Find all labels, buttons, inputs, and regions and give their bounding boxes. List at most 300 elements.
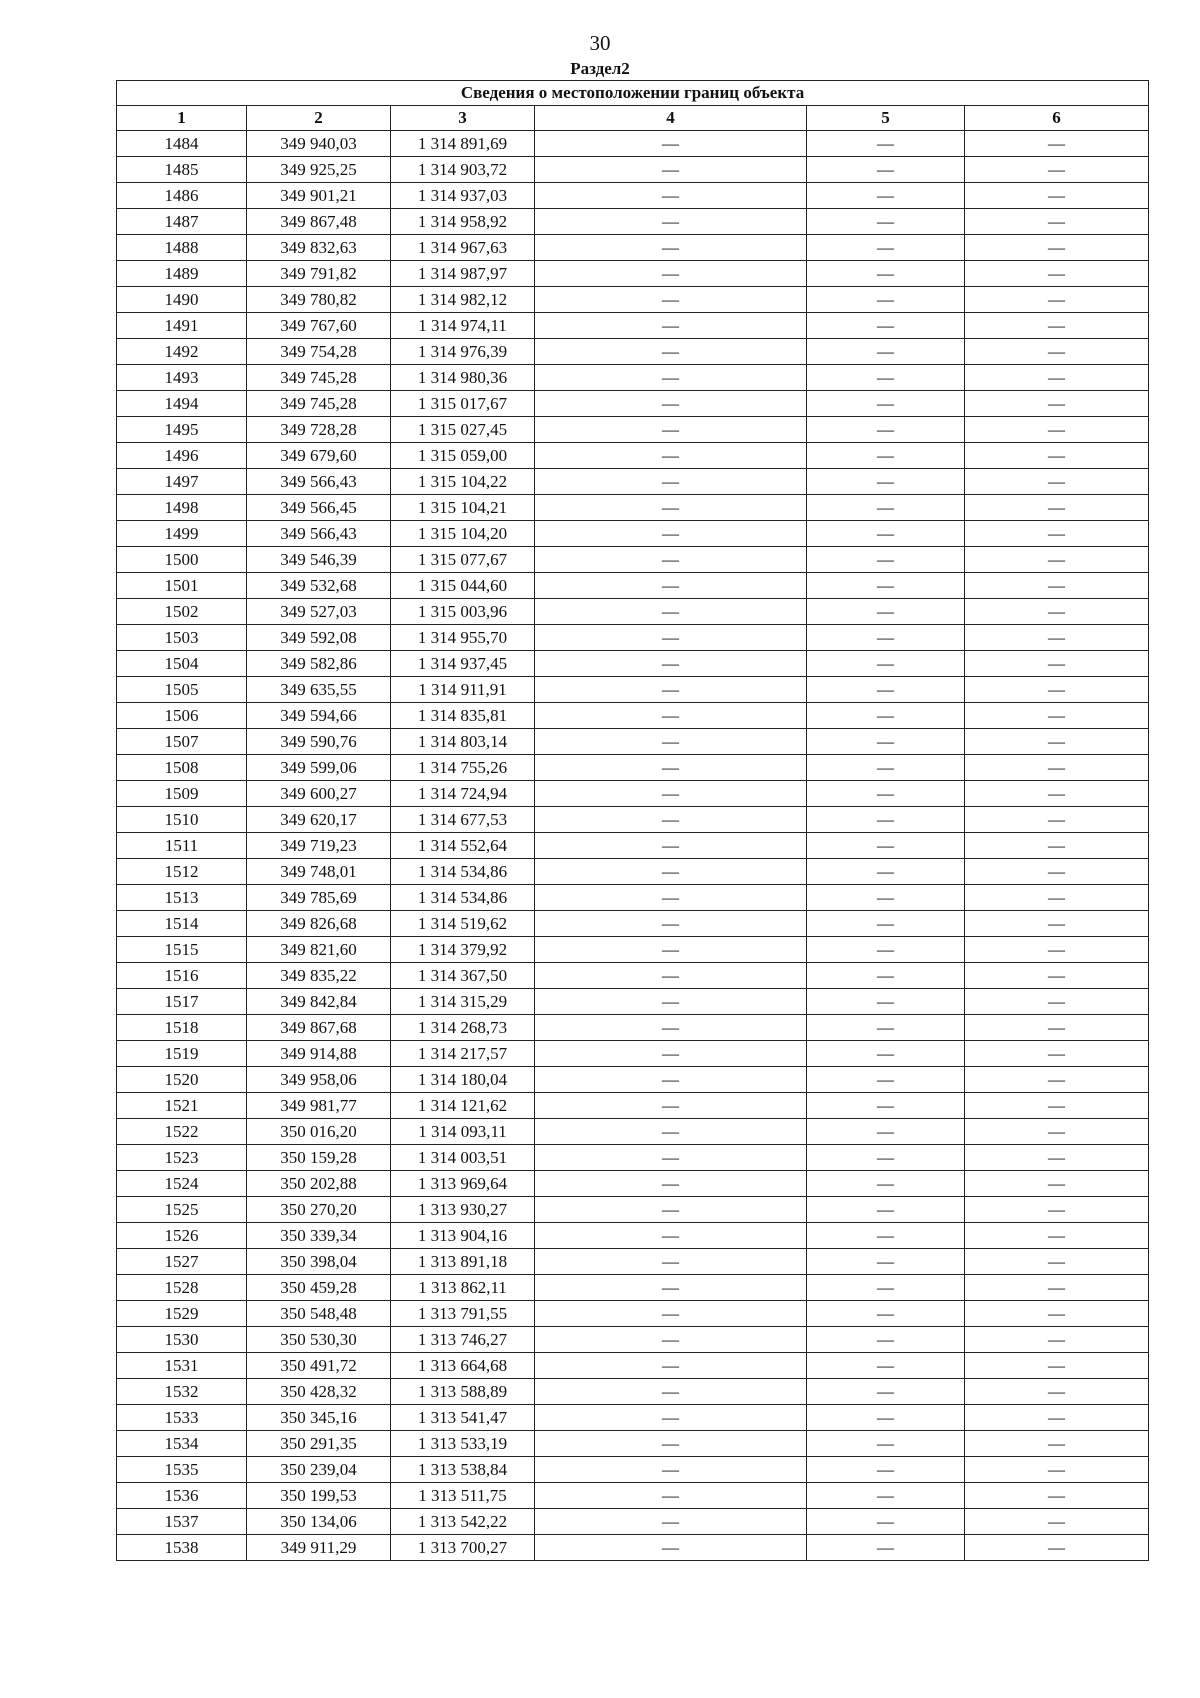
column-4-value: —	[535, 703, 807, 729]
coordinate-y: 1 314 974,11	[391, 313, 535, 339]
coordinate-x: 349 582,86	[247, 651, 391, 677]
coordinate-x: 349 821,60	[247, 937, 391, 963]
coordinate-y: 1 315 017,67	[391, 391, 535, 417]
coordinate-y: 1 314 755,26	[391, 755, 535, 781]
point-number: 1526	[117, 1223, 247, 1249]
table-row	[117, 937, 1149, 963]
coordinate-x: 349 527,03	[247, 599, 391, 625]
coordinate-x: 349 745,28	[247, 365, 391, 391]
column-6-value: —	[965, 989, 1149, 1015]
point-number: 1524	[117, 1171, 247, 1197]
table-row	[117, 1353, 1149, 1379]
table-row	[117, 1249, 1149, 1275]
column-5-value: —	[807, 1327, 965, 1353]
coordinate-x: 350 491,72	[247, 1353, 391, 1379]
table-row	[117, 261, 1149, 287]
column-4-value: —	[535, 1431, 807, 1457]
point-number: 1527	[117, 1249, 247, 1275]
coordinate-x: 349 590,76	[247, 729, 391, 755]
coordinate-y: 1 313 904,16	[391, 1223, 535, 1249]
coordinate-x: 349 867,48	[247, 209, 391, 235]
column-6-value: —	[965, 313, 1149, 339]
coordinate-y: 1 315 059,00	[391, 443, 535, 469]
coordinate-x: 349 826,68	[247, 911, 391, 937]
column-4-value: —	[535, 1197, 807, 1223]
column-4-value: —	[535, 651, 807, 677]
table-row	[117, 807, 1149, 833]
column-6-value: —	[965, 391, 1149, 417]
column-6-value: —	[965, 859, 1149, 885]
point-number: 1531	[117, 1353, 247, 1379]
column-5-value: —	[807, 313, 965, 339]
point-number: 1525	[117, 1197, 247, 1223]
section-title: Раздел2	[570, 59, 630, 78]
coordinate-x: 349 719,23	[247, 833, 391, 859]
point-number: 1490	[117, 287, 247, 313]
column-5-value: —	[807, 937, 965, 963]
coordinate-y: 1 315 044,60	[391, 573, 535, 599]
coordinate-x: 349 592,08	[247, 625, 391, 651]
point-number: 1535	[117, 1457, 247, 1483]
table-row	[117, 781, 1149, 807]
coordinate-y: 1 314 958,92	[391, 209, 535, 235]
point-number: 1491	[117, 313, 247, 339]
column-4-value: —	[535, 885, 807, 911]
column-6-value: —	[965, 885, 1149, 911]
column-5-value: —	[807, 209, 965, 235]
column-4-value: —	[535, 833, 807, 859]
point-number: 1507	[117, 729, 247, 755]
column-4-value: —	[535, 1353, 807, 1379]
column-4-value: —	[535, 859, 807, 885]
point-number: 1519	[117, 1041, 247, 1067]
table-row	[117, 1093, 1149, 1119]
table-row	[117, 521, 1149, 547]
column-4-value: —	[535, 365, 807, 391]
coordinate-y: 1 314 315,29	[391, 989, 535, 1015]
column-6-value: —	[965, 157, 1149, 183]
column-4-value: —	[535, 963, 807, 989]
column-5-value: —	[807, 1301, 965, 1327]
coordinate-x: 349 566,45	[247, 495, 391, 521]
coordinate-x: 350 239,04	[247, 1457, 391, 1483]
coordinate-x: 349 832,63	[247, 235, 391, 261]
column-4-value: —	[535, 1015, 807, 1041]
table-row	[117, 885, 1149, 911]
coordinate-x: 350 134,06	[247, 1509, 391, 1535]
coordinate-x: 350 199,53	[247, 1483, 391, 1509]
table-row	[117, 859, 1149, 885]
coordinate-y: 1 313 862,11	[391, 1275, 535, 1301]
column-4-value: —	[535, 235, 807, 261]
column-4-value: —	[535, 183, 807, 209]
table-row	[117, 209, 1149, 235]
coordinate-y: 1 314 217,57	[391, 1041, 535, 1067]
column-5-value: —	[807, 391, 965, 417]
point-number: 1512	[117, 859, 247, 885]
point-number: 1498	[117, 495, 247, 521]
column-4-value: —	[535, 1145, 807, 1171]
column-header-2: 2	[247, 106, 391, 131]
coordinate-x: 349 911,29	[247, 1535, 391, 1561]
column-6-value: —	[965, 469, 1149, 495]
coordinates-table	[116, 80, 1149, 1561]
coordinate-x: 349 842,84	[247, 989, 391, 1015]
coordinate-x: 350 398,04	[247, 1249, 391, 1275]
column-4-value: —	[535, 1041, 807, 1067]
table-row	[117, 443, 1149, 469]
coordinate-x: 350 159,28	[247, 1145, 391, 1171]
column-4-value: —	[535, 937, 807, 963]
column-4-value: —	[535, 1405, 807, 1431]
table-row	[117, 729, 1149, 755]
column-header-3: 3	[391, 106, 535, 131]
column-5-value: —	[807, 1457, 965, 1483]
column-4-value: —	[535, 209, 807, 235]
column-6-value: —	[965, 1119, 1149, 1145]
coordinate-x: 349 901,21	[247, 183, 391, 209]
coordinate-x: 349 835,22	[247, 963, 391, 989]
table-row	[117, 625, 1149, 651]
column-number-row	[117, 106, 1149, 131]
column-6-value: —	[965, 1145, 1149, 1171]
point-number: 1499	[117, 521, 247, 547]
coordinate-x: 349 679,60	[247, 443, 391, 469]
point-number: 1516	[117, 963, 247, 989]
coordinate-x: 350 270,20	[247, 1197, 391, 1223]
column-5-value: —	[807, 183, 965, 209]
coordinate-y: 1 314 911,91	[391, 677, 535, 703]
column-6-value: —	[965, 339, 1149, 365]
point-number: 1520	[117, 1067, 247, 1093]
coordinate-y: 1 314 976,39	[391, 339, 535, 365]
coordinate-x: 350 459,28	[247, 1275, 391, 1301]
column-5-value: —	[807, 1119, 965, 1145]
coordinate-y: 1 314 937,45	[391, 651, 535, 677]
point-number: 1505	[117, 677, 247, 703]
coordinate-x: 350 345,16	[247, 1405, 391, 1431]
coordinate-x: 349 566,43	[247, 469, 391, 495]
column-4-value: —	[535, 807, 807, 833]
column-6-value: —	[965, 1249, 1149, 1275]
coordinate-x: 349 754,28	[247, 339, 391, 365]
column-4-value: —	[535, 261, 807, 287]
point-number: 1489	[117, 261, 247, 287]
column-4-value: —	[535, 1119, 807, 1145]
column-5-value: —	[807, 469, 965, 495]
coordinate-x: 349 566,43	[247, 521, 391, 547]
table-caption-row	[117, 81, 1149, 106]
column-6-value: —	[965, 703, 1149, 729]
table-row	[117, 911, 1149, 937]
coordinate-y: 1 315 104,20	[391, 521, 535, 547]
column-6-value: —	[965, 417, 1149, 443]
column-5-value: —	[807, 1145, 965, 1171]
table-row	[117, 183, 1149, 209]
column-5-value: —	[807, 1249, 965, 1275]
column-6-value: —	[965, 235, 1149, 261]
coordinate-x: 349 600,27	[247, 781, 391, 807]
column-4-value: —	[535, 1509, 807, 1535]
column-5-value: —	[807, 911, 965, 937]
column-5-value: —	[807, 521, 965, 547]
coordinate-y: 1 314 379,92	[391, 937, 535, 963]
coordinate-x: 349 745,28	[247, 391, 391, 417]
coordinate-x: 349 785,69	[247, 885, 391, 911]
coordinate-x: 350 202,88	[247, 1171, 391, 1197]
column-4-value: —	[535, 313, 807, 339]
column-6-value: —	[965, 1405, 1149, 1431]
coordinate-x: 349 981,77	[247, 1093, 391, 1119]
coordinate-y: 1 313 541,47	[391, 1405, 535, 1431]
column-4-value: —	[535, 729, 807, 755]
column-6-value: —	[965, 547, 1149, 573]
table-row	[117, 1197, 1149, 1223]
column-4-value: —	[535, 443, 807, 469]
coordinate-x: 350 339,34	[247, 1223, 391, 1249]
coordinate-y: 1 314 803,14	[391, 729, 535, 755]
column-6-value: —	[965, 209, 1149, 235]
coordinate-y: 1 313 930,27	[391, 1197, 535, 1223]
coordinate-y: 1 313 700,27	[391, 1535, 535, 1561]
coordinate-x: 349 780,82	[247, 287, 391, 313]
column-5-value: —	[807, 807, 965, 833]
table-row	[117, 1041, 1149, 1067]
column-4-value: —	[535, 781, 807, 807]
column-5-value: —	[807, 1275, 965, 1301]
coordinate-x: 349 940,03	[247, 131, 391, 157]
table-row	[117, 1275, 1149, 1301]
point-number: 1522	[117, 1119, 247, 1145]
table-row	[117, 547, 1149, 573]
column-5-value: —	[807, 1405, 965, 1431]
column-5-value: —	[807, 157, 965, 183]
column-4-value: —	[535, 755, 807, 781]
column-6-value: —	[965, 573, 1149, 599]
point-number: 1534	[117, 1431, 247, 1457]
point-number: 1487	[117, 209, 247, 235]
coordinate-y: 1 314 519,62	[391, 911, 535, 937]
column-6-value: —	[965, 599, 1149, 625]
column-6-value: —	[965, 1093, 1149, 1119]
point-number: 1515	[117, 937, 247, 963]
coordinate-x: 350 016,20	[247, 1119, 391, 1145]
table-row	[117, 339, 1149, 365]
page-number: 30	[589, 31, 611, 55]
table-row	[117, 1015, 1149, 1041]
column-5-value: —	[807, 1431, 965, 1457]
table-row	[117, 1379, 1149, 1405]
column-5-value: —	[807, 1379, 965, 1405]
point-number: 1504	[117, 651, 247, 677]
table-row	[117, 1223, 1149, 1249]
point-number: 1511	[117, 833, 247, 859]
column-4-value: —	[535, 1093, 807, 1119]
table-row	[117, 495, 1149, 521]
column-5-value: —	[807, 1093, 965, 1119]
table-row	[117, 1431, 1149, 1457]
table-row	[117, 1145, 1149, 1171]
table-body	[117, 131, 1149, 1561]
column-4-value: —	[535, 339, 807, 365]
column-4-value: —	[535, 1223, 807, 1249]
table-row	[117, 1327, 1149, 1353]
point-number: 1521	[117, 1093, 247, 1119]
column-6-value: —	[965, 521, 1149, 547]
coordinate-x: 350 530,30	[247, 1327, 391, 1353]
coordinate-y: 1 313 538,84	[391, 1457, 535, 1483]
table-row	[117, 287, 1149, 313]
column-4-value: —	[535, 1249, 807, 1275]
coordinate-y: 1 313 746,27	[391, 1327, 535, 1353]
coordinate-x: 349 728,28	[247, 417, 391, 443]
column-5-value: —	[807, 703, 965, 729]
column-6-value: —	[965, 1379, 1149, 1405]
coordinate-x: 349 767,60	[247, 313, 391, 339]
point-number: 1508	[117, 755, 247, 781]
coordinate-x: 349 958,06	[247, 1067, 391, 1093]
column-6-value: —	[965, 1483, 1149, 1509]
column-5-value: —	[807, 131, 965, 157]
coordinate-y: 1 314 835,81	[391, 703, 535, 729]
column-5-value: —	[807, 1015, 965, 1041]
point-number: 1492	[117, 339, 247, 365]
column-6-value: —	[965, 963, 1149, 989]
column-5-value: —	[807, 287, 965, 313]
column-5-value: —	[807, 677, 965, 703]
column-4-value: —	[535, 521, 807, 547]
coordinate-y: 1 314 180,04	[391, 1067, 535, 1093]
coordinate-y: 1 314 937,03	[391, 183, 535, 209]
table-row	[117, 1405, 1149, 1431]
column-5-value: —	[807, 1223, 965, 1249]
column-6-value: —	[965, 131, 1149, 157]
coordinate-x: 349 914,88	[247, 1041, 391, 1067]
table-row	[117, 131, 1149, 157]
coordinate-y: 1 315 003,96	[391, 599, 535, 625]
column-4-value: —	[535, 911, 807, 937]
point-number: 1486	[117, 183, 247, 209]
table-row	[117, 963, 1149, 989]
column-4-value: —	[535, 989, 807, 1015]
coordinate-y: 1 314 534,86	[391, 885, 535, 911]
coordinate-x: 349 925,25	[247, 157, 391, 183]
column-6-value: —	[965, 807, 1149, 833]
column-5-value: —	[807, 781, 965, 807]
coordinate-y: 1 314 982,12	[391, 287, 535, 313]
point-number: 1493	[117, 365, 247, 391]
coordinate-y: 1 314 724,94	[391, 781, 535, 807]
point-number: 1536	[117, 1483, 247, 1509]
point-number: 1530	[117, 1327, 247, 1353]
column-6-value: —	[965, 495, 1149, 521]
table-row	[117, 755, 1149, 781]
column-5-value: —	[807, 755, 965, 781]
coordinate-y: 1 314 268,73	[391, 1015, 535, 1041]
coordinate-x: 349 867,68	[247, 1015, 391, 1041]
coordinate-y: 1 314 891,69	[391, 131, 535, 157]
column-6-value: —	[965, 1041, 1149, 1067]
column-5-value: —	[807, 339, 965, 365]
coordinate-x: 350 548,48	[247, 1301, 391, 1327]
table-row	[117, 235, 1149, 261]
column-5-value: —	[807, 859, 965, 885]
table-row	[117, 1119, 1149, 1145]
column-6-value: —	[965, 677, 1149, 703]
column-5-value: —	[807, 1483, 965, 1509]
coordinate-y: 1 314 534,86	[391, 859, 535, 885]
column-6-value: —	[965, 1327, 1149, 1353]
column-6-value: —	[965, 1457, 1149, 1483]
table-row	[117, 313, 1149, 339]
column-4-value: —	[535, 1067, 807, 1093]
column-6-value: —	[965, 1171, 1149, 1197]
column-5-value: —	[807, 599, 965, 625]
column-5-value: —	[807, 417, 965, 443]
column-header-6: 6	[965, 106, 1149, 131]
column-5-value: —	[807, 885, 965, 911]
column-6-value: —	[965, 1535, 1149, 1561]
coordinate-y: 1 313 588,89	[391, 1379, 535, 1405]
coordinate-y: 1 314 367,50	[391, 963, 535, 989]
column-header-5: 5	[807, 106, 965, 131]
column-4-value: —	[535, 1327, 807, 1353]
point-number: 1485	[117, 157, 247, 183]
table-row	[117, 1509, 1149, 1535]
coordinate-y: 1 315 104,21	[391, 495, 535, 521]
column-6-value: —	[965, 1197, 1149, 1223]
point-number: 1538	[117, 1535, 247, 1561]
column-6-value: —	[965, 755, 1149, 781]
coordinate-y: 1 315 104,22	[391, 469, 535, 495]
column-5-value: —	[807, 1067, 965, 1093]
column-6-value: —	[965, 833, 1149, 859]
coordinate-y: 1 315 077,67	[391, 547, 535, 573]
point-number: 1514	[117, 911, 247, 937]
coordinate-x: 349 546,39	[247, 547, 391, 573]
point-number: 1529	[117, 1301, 247, 1327]
coordinate-y: 1 313 891,18	[391, 1249, 535, 1275]
point-number: 1510	[117, 807, 247, 833]
column-4-value: —	[535, 1379, 807, 1405]
column-5-value: —	[807, 625, 965, 651]
column-5-value: —	[807, 651, 965, 677]
column-5-value: —	[807, 1041, 965, 1067]
column-6-value: —	[965, 1067, 1149, 1093]
coordinate-y: 1 314 903,72	[391, 157, 535, 183]
point-number: 1517	[117, 989, 247, 1015]
column-5-value: —	[807, 547, 965, 573]
table-row	[117, 1457, 1149, 1483]
point-number: 1513	[117, 885, 247, 911]
column-4-value: —	[535, 131, 807, 157]
point-number: 1500	[117, 547, 247, 573]
coordinate-y: 1 313 542,22	[391, 1509, 535, 1535]
column-6-value: —	[965, 651, 1149, 677]
coordinate-x: 349 599,06	[247, 755, 391, 781]
column-5-value: —	[807, 495, 965, 521]
column-5-value: —	[807, 1509, 965, 1535]
column-5-value: —	[807, 1535, 965, 1561]
point-number: 1495	[117, 417, 247, 443]
point-number: 1528	[117, 1275, 247, 1301]
column-4-value: —	[535, 599, 807, 625]
table-row	[117, 651, 1149, 677]
table-caption: Сведения о местоположении границ объекта	[117, 81, 1149, 106]
coordinate-y: 1 314 121,62	[391, 1093, 535, 1119]
column-6-value: —	[965, 1015, 1149, 1041]
point-number: 1532	[117, 1379, 247, 1405]
